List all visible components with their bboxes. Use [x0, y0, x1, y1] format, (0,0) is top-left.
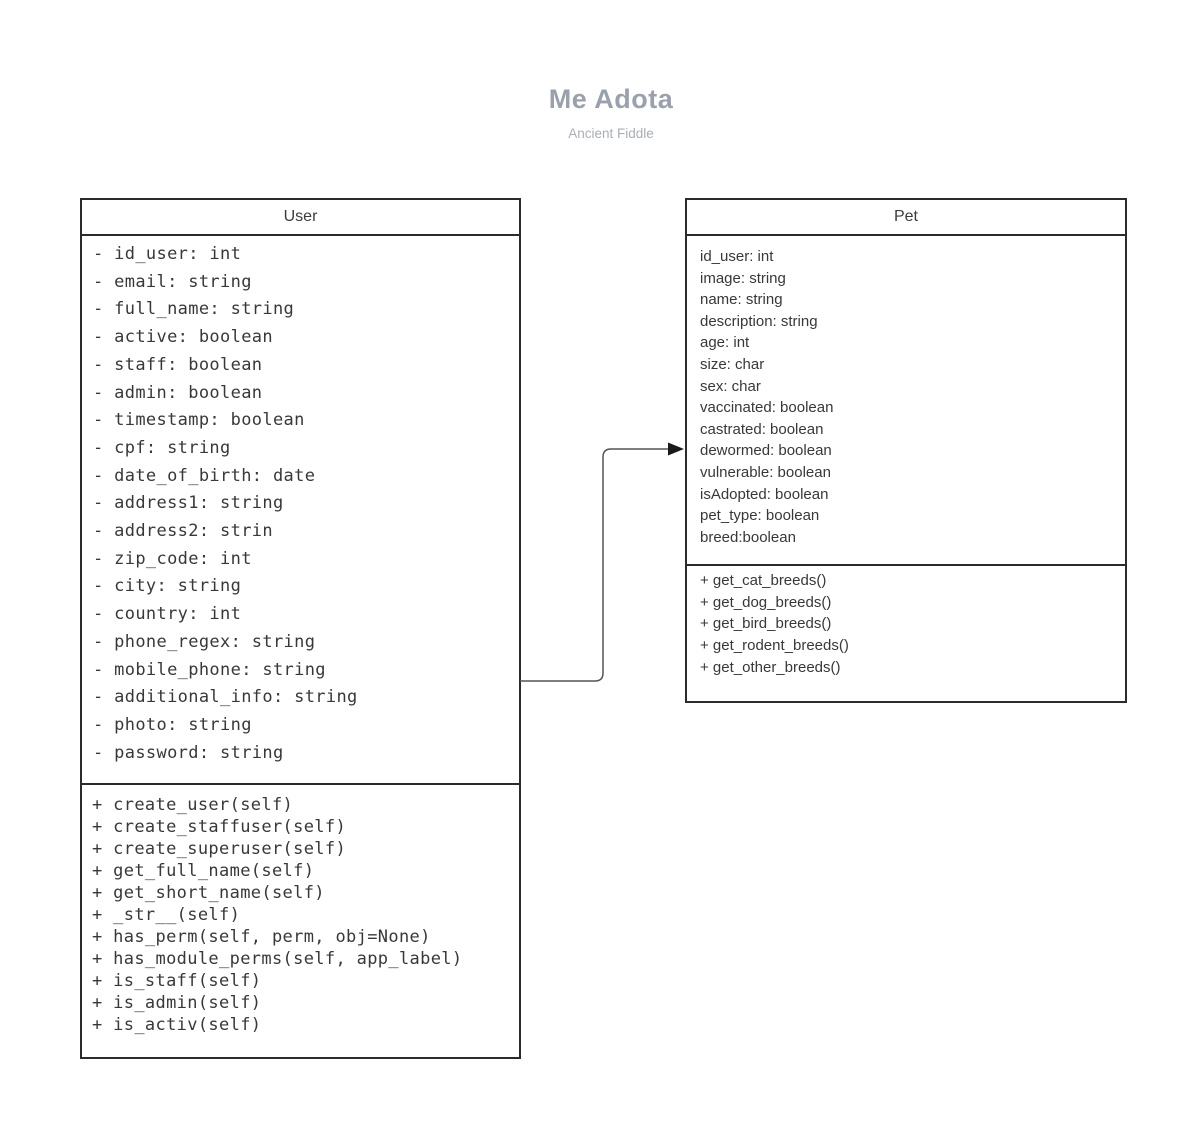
uml-attribute: size: char	[700, 355, 765, 373]
uml-attribute: castrated: boolean	[700, 420, 824, 438]
uml-method: + has_perm(self, perm, obj=None)	[92, 927, 431, 947]
uml-attribute: - country: int	[93, 604, 242, 625]
uml-attribute: - email: string	[93, 271, 252, 292]
uml-attribute: - phone_regex: string	[93, 631, 316, 652]
uml-attribute: - additional_info: string	[93, 687, 358, 708]
uml-attribute: vulnerable: boolean	[700, 463, 831, 481]
uml-attribute: sex: char	[700, 377, 761, 395]
uml-attribute: - address1: string	[93, 493, 284, 514]
uml-attribute: - cpf: string	[93, 437, 231, 458]
uml-method: + create_superuser(self)	[92, 839, 347, 859]
uml-method: + is_activ(self)	[92, 1015, 262, 1035]
uml-attribute: - mobile_phone: string	[93, 659, 326, 680]
uml-method: + get_other_breeds()	[700, 658, 841, 676]
uml-attribute: - active: boolean	[93, 327, 273, 348]
uml-attribute: isAdopted: boolean	[700, 485, 829, 503]
uml-attribute: vaccinated: boolean	[700, 399, 834, 417]
uml-attribute: breed:boolean	[700, 528, 796, 546]
uml-attribute: name: string	[700, 291, 783, 309]
uml-attribute: - id_user: int	[93, 244, 242, 264]
uml-attribute: pet_type: boolean	[700, 507, 820, 525]
uml-attribute: age: int	[700, 334, 750, 352]
page-title: Me Adota	[548, 84, 674, 114]
uml-class-pet[interactable]	[685, 198, 1127, 703]
uml-method: + create_user(self)	[92, 795, 294, 815]
uml-method: + get_bird_breeds()	[700, 615, 832, 633]
title-block	[411, 84, 811, 141]
uml-method: + get_short_name(self)	[92, 883, 325, 903]
uml-attribute: - address2: strin	[93, 521, 273, 542]
uml-attribute: id_user: int	[700, 248, 774, 265]
uml-method: + is_staff(self)	[92, 971, 262, 991]
uml-class-user-methods	[82, 785, 519, 1036]
uml-attribute: dewormed: boolean	[700, 442, 832, 460]
uml-method: + is_admin(self)	[92, 993, 262, 1013]
uml-attribute: - date_of_birth: date	[93, 465, 316, 486]
page-subtitle: Ancient Fiddle	[568, 126, 654, 141]
uml-method: + create_staffuser(self)	[92, 817, 347, 837]
uml-class-pet-attributes	[687, 236, 1125, 566]
uml-attribute: image: string	[700, 269, 786, 287]
uml-attribute: - full_name: string	[93, 299, 295, 320]
uml-attribute: - timestamp: boolean	[93, 410, 305, 431]
uml-class-user-attributes	[82, 236, 519, 785]
uml-attribute: - admin: boolean	[93, 382, 263, 403]
uml-method: + get_rodent_breeds()	[700, 637, 849, 655]
uml-class-user[interactable]	[80, 198, 521, 1059]
uml-attribute: - photo: string	[93, 714, 252, 735]
connector-line[interactable]	[520, 449, 669, 681]
uml-class-user-title: User	[82, 200, 519, 236]
uml-attribute: description: string	[700, 312, 818, 330]
uml-method: + has_module_perms(self, app_label)	[92, 949, 463, 969]
uml-method: + get_full_name(self)	[92, 861, 315, 881]
uml-attribute: - staff: boolean	[93, 354, 263, 375]
uml-attribute: - city: string	[93, 576, 242, 597]
uml-class-pet-methods	[687, 566, 1125, 679]
uml-class-pet-title: Pet	[687, 200, 1125, 236]
uml-attribute: - zip_code: int	[93, 548, 252, 569]
uml-method: + get_dog_breeds()	[700, 593, 832, 611]
uml-method: + _str__(self)	[92, 905, 241, 925]
uml-attribute: - password: string	[93, 742, 284, 763]
arrowhead-icon	[668, 443, 684, 456]
uml-method: + get_cat_breeds()	[700, 572, 827, 589]
